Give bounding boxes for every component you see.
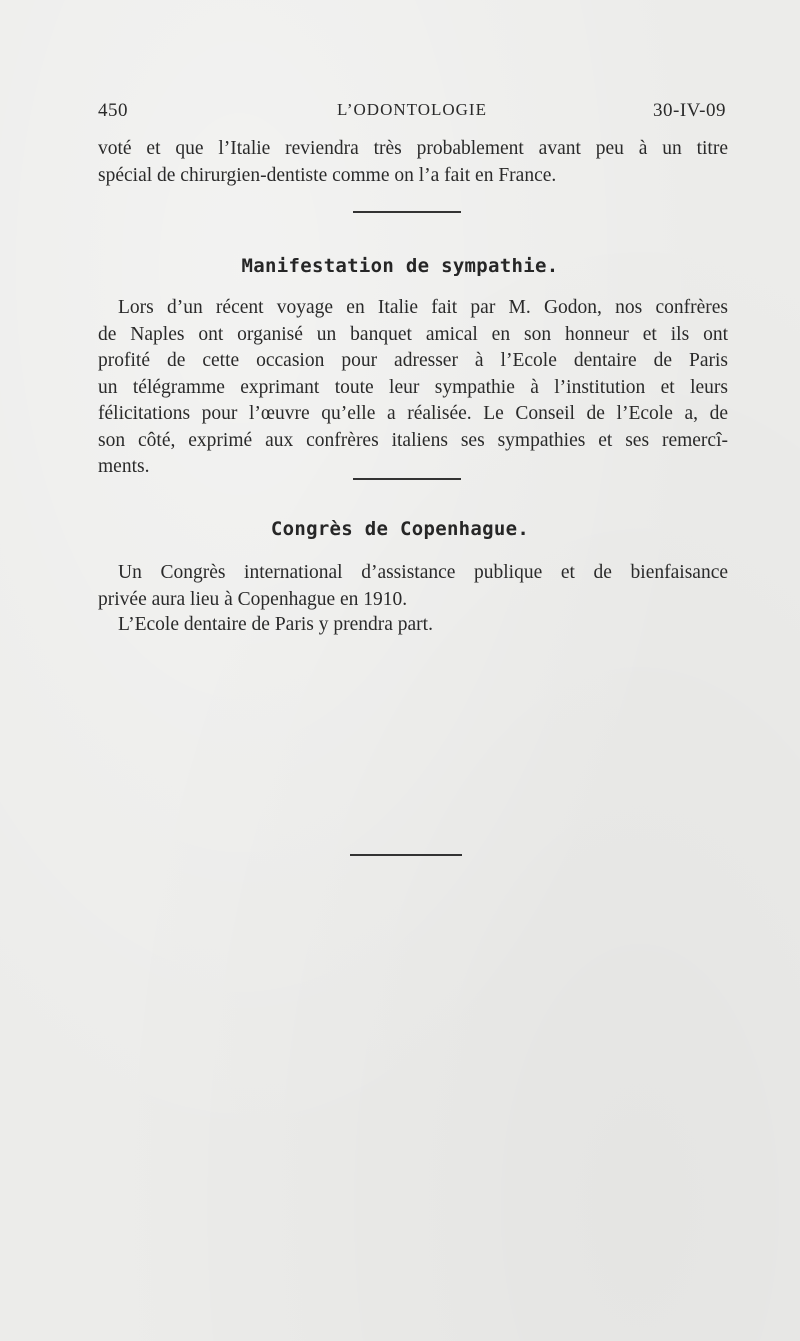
section-divider <box>353 211 461 213</box>
running-header <box>98 100 726 124</box>
paragraph-line: ments. <box>98 456 150 477</box>
paragraph-closing <box>98 612 728 639</box>
paragraph-line: voté et que l’Italie reviendra très probablement avant peu à un titre <box>98 138 728 159</box>
issue-date: 30-IV-09 <box>653 100 726 121</box>
page-number: 450 <box>98 100 128 121</box>
paragraph-sympathie <box>98 295 728 481</box>
journal-title: L’ODONTOLOGIE <box>337 100 487 119</box>
section-title-congres: Congrès de Copenhague. <box>270 518 530 540</box>
paragraph-line: Un Congrès international d’assistance publique et de bienfaisance <box>118 562 728 583</box>
paragraph-line: son côté, exprimé aux confrères italiens ses sympathies et ses remercî- <box>98 429 728 451</box>
paragraph-line: privée aura lieu à Copenhague en 1910. <box>98 588 408 610</box>
paragraph-line: de Naples ont organisé un banquet amical en son honneur et ils ont <box>98 323 728 345</box>
paragraph-line: spécial de chirurgien-dentiste comme on l’a fait en France. <box>98 164 557 186</box>
paragraph-line: profité de cette occasion pour adresser à l’Ecole dentaire de Paris <box>98 350 728 371</box>
paragraph-line: félicitations pour l’œuvre qu’elle a réalisée. Le Conseil de l’Ecole a, de <box>98 403 728 424</box>
paragraph-line: Lors d’un récent voyage en Italie fait par M. Godon, nos confrères <box>118 297 728 318</box>
paragraph-line: L’Ecole dentaire de Paris y prendra part. <box>118 614 433 635</box>
section-divider <box>353 478 461 480</box>
paragraph-line: un télégramme exprimant toute leur sympathie à l’institution et leurs <box>98 376 728 398</box>
paragraph-congres <box>98 560 728 613</box>
end-divider <box>350 854 462 856</box>
continued-paragraph <box>98 136 728 189</box>
section-title-sympathie: Manifestation de sympathie. <box>241 255 559 277</box>
